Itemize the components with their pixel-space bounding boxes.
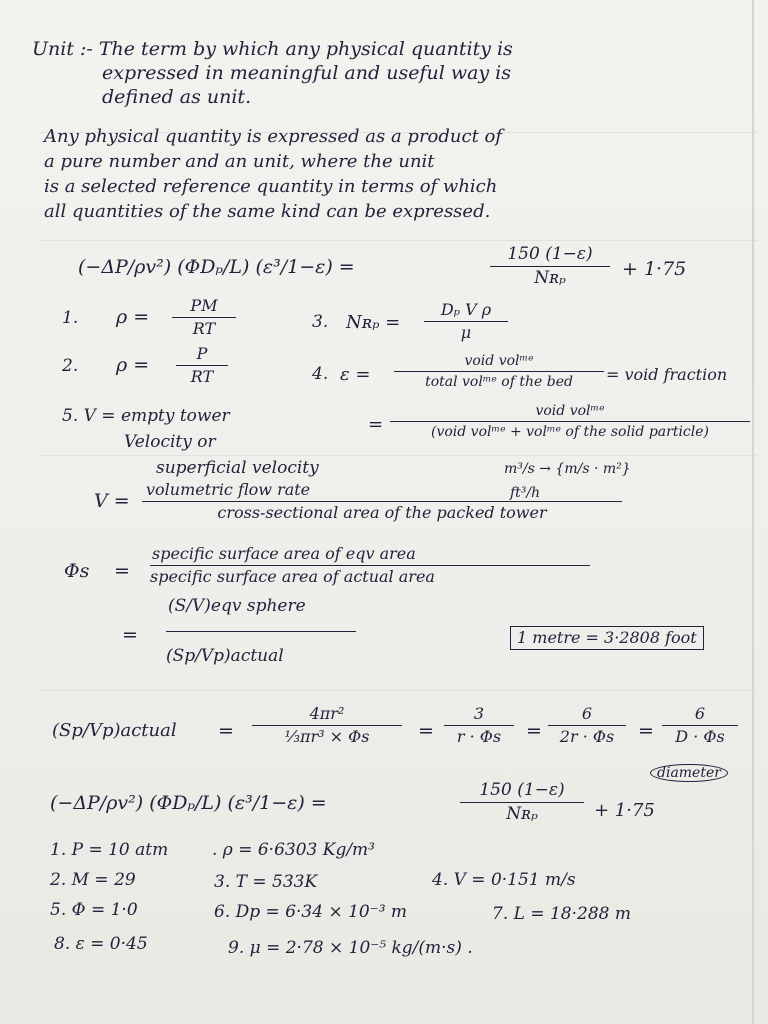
ergun-fraction: [490, 246, 610, 287]
v-num: volumetric flow rate: [142, 482, 622, 502]
ergun-tail: + 1·75: [622, 258, 687, 280]
def-4b-den: (void volᵐᵉ + volᵐᵉ of the solid particle): [430, 424, 709, 440]
def-1-num: PM: [172, 298, 236, 318]
sphericity-fraction: [150, 546, 590, 585]
v-den: cross-sectional area of the packed tower: [217, 503, 547, 522]
def-2-num: P: [176, 346, 228, 366]
deriv-f3-num: 6: [548, 706, 626, 726]
deriv-fraction-3: [548, 706, 626, 745]
intro-line-2: expressed in meaningful and useful way is: [102, 62, 512, 84]
given-8: 8. ε = 0·45: [54, 934, 148, 954]
def-4b-fraction: [390, 404, 750, 439]
sphericity-eq2: =: [122, 624, 138, 646]
def-4-lhs: ε =: [340, 364, 371, 385]
conversion-box: 1 metre = 3·2808 foot: [510, 626, 704, 650]
def-2-lhs: ρ =: [116, 354, 150, 376]
ergun2-tail: + 1·75: [594, 800, 655, 821]
intro-line-1: Unit :- The term by which any physical quantity is: [32, 38, 513, 60]
sphericity-ratio-fraction: [166, 598, 356, 665]
def-4-fraction: [394, 354, 604, 389]
def-3-label: 3.: [312, 312, 329, 332]
deriv-f1-den: ⅓πr³ × Φs: [284, 727, 370, 746]
def-4-label: 4.: [312, 364, 329, 384]
given-2: 2. M = 29: [50, 870, 136, 890]
given-1: 1. P = 10 atm: [50, 840, 169, 860]
def-4b-num: void volᵐᵉ: [390, 404, 750, 422]
deriv-fraction-2: [444, 706, 514, 745]
def-3-lhs: Nʀₚ =: [346, 312, 401, 333]
rule-line: [40, 240, 758, 241]
para-line-4: all quantities of the same kind can be expressed.: [44, 201, 491, 222]
deriv-eq4: =: [638, 720, 654, 742]
def-1-den: RT: [192, 319, 216, 338]
def-4-den: total volᵐᵉ of the bed: [425, 374, 573, 390]
deriv-fraction-4: [662, 706, 738, 745]
ergun2-numerator: 150 (1−ε): [460, 782, 584, 803]
ergun-numerator: 150 (1−ε): [490, 246, 610, 267]
rule-line: [40, 690, 758, 691]
ergun-denominator: Nʀₚ: [534, 268, 566, 288]
sphericity-ratio-num: (S/V)eqv sphere: [166, 598, 356, 632]
sphericity-num: specific surface area of eqv area: [150, 546, 590, 566]
para-line-3: is a selected reference quantity in terms of which: [44, 176, 498, 197]
deriv-f2-den: r · Φs: [456, 727, 502, 746]
deriv-eq3: =: [526, 720, 542, 742]
para-line-1: Any physical quantity is expressed as a product of: [44, 126, 503, 147]
given-9: 9. μ = 2·78 × 10⁻⁵ kg/(m·s) .: [228, 938, 473, 958]
given-7: 7. L = 18·288 m: [492, 904, 631, 924]
para-line-2: a pure number and an unit, where the unit: [44, 151, 435, 172]
deriv-eq2: =: [418, 720, 434, 742]
ergun2-denominator: Nʀₚ: [506, 804, 538, 824]
deriv-f2-num: 3: [444, 706, 514, 726]
given-3: 3. T = 533K: [214, 872, 318, 892]
sphericity-ratio-den: (Sp/Vp)actual: [166, 646, 284, 666]
def-1-lhs: ρ =: [116, 306, 150, 328]
deriv-fraction-1: [252, 706, 402, 745]
def-5-line-2: Velocity or: [124, 432, 216, 452]
rule-line: [40, 455, 758, 456]
given-6: 6. Dp = 6·34 × 10⁻³ m: [214, 902, 408, 922]
def-5-line-1: 5. V = empty tower: [62, 406, 230, 426]
deriv-f4-num: 6: [662, 706, 738, 726]
def-3-den: μ: [460, 323, 472, 342]
deriv-lhs: (Sp/Vp)actual: [52, 720, 177, 741]
phi-s-lhs: Φs: [64, 560, 90, 582]
def-4-num: void volᵐᵉ: [394, 354, 604, 372]
given-1-density: . ρ = 6·6303 Kg/m³: [212, 840, 375, 860]
sphericity-den: specific surface area of actual area: [150, 567, 435, 586]
deriv-f4-den: D · Φs: [675, 727, 725, 746]
def-3-num: Dₚ V ρ: [424, 302, 508, 322]
units-line-2: ft³/h: [510, 485, 541, 501]
given-5: 5. Φ = 1·0: [50, 900, 138, 920]
def-1-label: 1.: [62, 308, 79, 328]
def-2-label: 2.: [62, 356, 79, 376]
def-4-eq2: =: [368, 414, 384, 435]
units-line-1: m³/s → {m/s · m²}: [504, 461, 631, 477]
ergun-lhs: (−ΔP/ρv²) (ΦDₚ/L) (ε³/1−ε) =: [78, 256, 355, 278]
page-edge: [752, 0, 754, 1024]
phi-s-eq: =: [114, 560, 130, 582]
ergun2-fraction: [460, 782, 584, 823]
diameter-note: diameter: [650, 764, 728, 782]
ergun2-lhs: (−ΔP/ρv²) (ΦDₚ/L) (ε³/1−ε) =: [50, 792, 327, 814]
v-lhs: V =: [94, 490, 130, 512]
intro-line-3: defined as unit.: [102, 86, 252, 108]
def-2-fraction: [176, 346, 228, 385]
def-4-tail: = void fraction: [606, 365, 728, 384]
deriv-f3-den: 2r · Φs: [559, 727, 615, 746]
def-2-den: RT: [190, 367, 214, 386]
deriv-f1-num: 4πr²: [252, 706, 402, 726]
def-3-fraction: [424, 302, 508, 341]
v-fraction: [142, 482, 622, 521]
def-1-fraction: [172, 298, 236, 337]
deriv-eq1: =: [218, 720, 234, 742]
given-4: 4. V = 0·151 m/s: [432, 870, 576, 890]
def-5-line-3: superficial velocity: [156, 458, 319, 478]
